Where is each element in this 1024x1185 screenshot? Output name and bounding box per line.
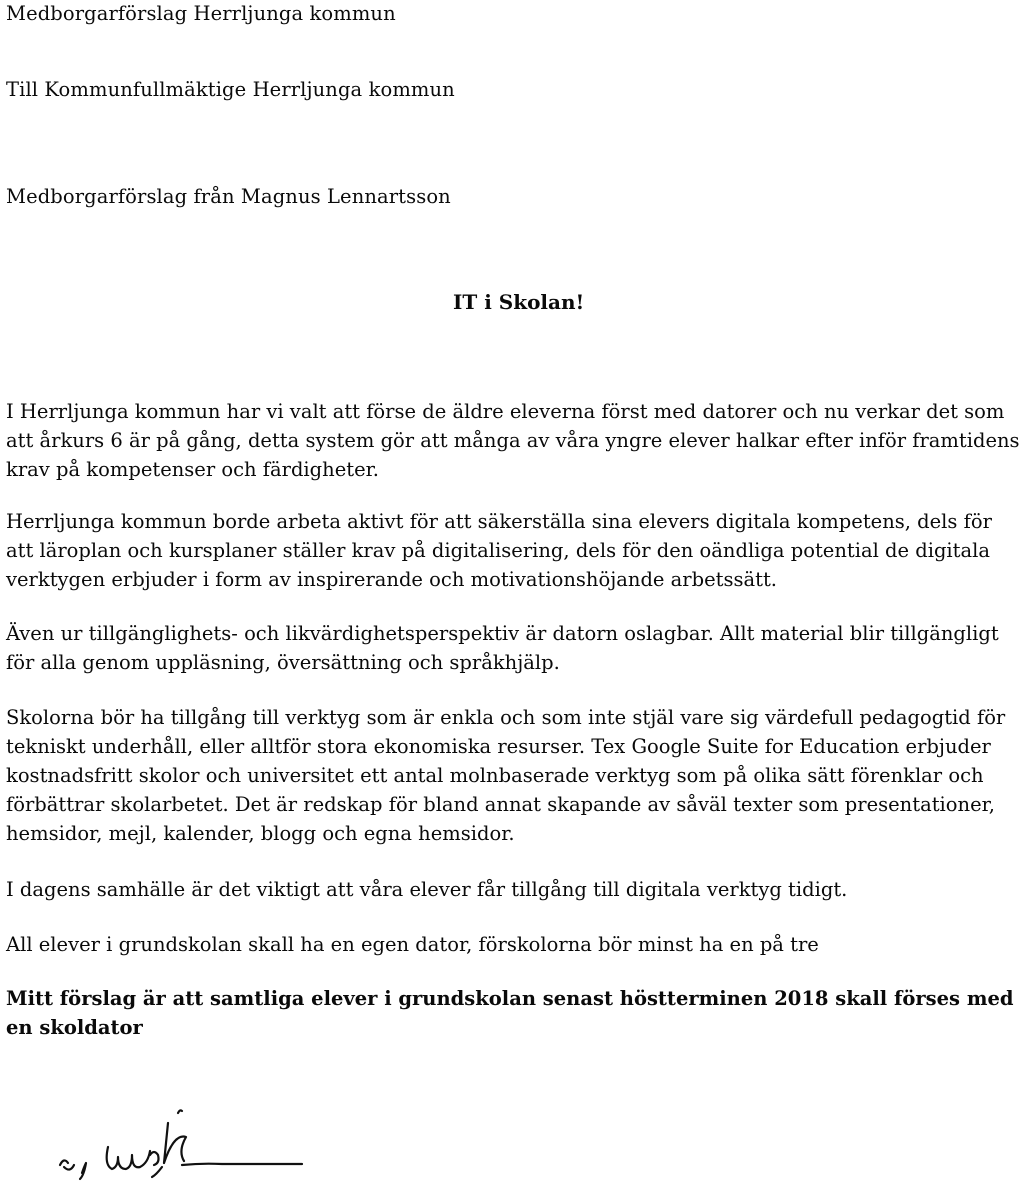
paragraph-2: Herrljunga kommun borde arbeta aktivt för att säkerställa sina elevers digitala kompetens, dels för att läroplan och kursplaner ställer krav på digitalisering, dels för den oändliga potential de digitala verktygen erbjuder i form av inspirerande och motivationshöjande arbetssätt. — [6, 510, 992, 591]
paragraph-4: Skolorna bör ha tillgång till verktyg som är enkla och som inte stjäl vare sig värdefull pedagogtid för tekniskt underhåll, eller alltför stora ekonomiska resurser. Tex Google Suite for Education erbjuder kostnadsfritt skolor och universitet ett antal molnbaserade verktyg som på olika sätt förenklar och förbättrar skolarbetet. Det är redskap för bland annat skapande av såväl texter som presentationer, hemsidor, mejl, kalender, blogg och egna hemsidor. — [6, 706, 1006, 845]
sender-line: Medborgarförslag från Magnus Lennartsson — [6, 185, 451, 208]
proposal-title: IT i Skolan! — [453, 290, 585, 314]
paragraph-3: Även ur tillgänglighets- och likvärdighetsperspektiv är datorn oslagbar. Allt material blir tillgängligt för alla genom uppläsning, översättning och språkhjälp. — [6, 622, 999, 674]
paragraph-1: I Herrljunga kommun har vi valt att förse de äldre eleverna först med datorer och nu verkar det som att årkurs 6 är på gång, detta system gör att många av våra yngre elever halkar efter inför framtidens krav på kompetenser och färdigheter. — [6, 400, 1020, 481]
paragraph-5: I dagens samhälle är det viktigt att våra elever får tillgång till digitala verktyg tidigt. — [6, 878, 848, 901]
proposal-statement: Mitt förslag är att samtliga elever i grundskolan senast höstterminen 2018 skall förses med en skoldator — [6, 987, 1014, 1039]
recipient-line: Till Kommunfullmäktige Herrljunga kommun — [6, 78, 455, 101]
paragraph-6: All elever i grundskolan skall ha en egen dator, förskolorna bör minst ha en på tre — [6, 933, 819, 956]
document-header-title: Medborgarförslag Herrljunga kommun — [6, 2, 396, 25]
signature-icon — [50, 1095, 310, 1185]
